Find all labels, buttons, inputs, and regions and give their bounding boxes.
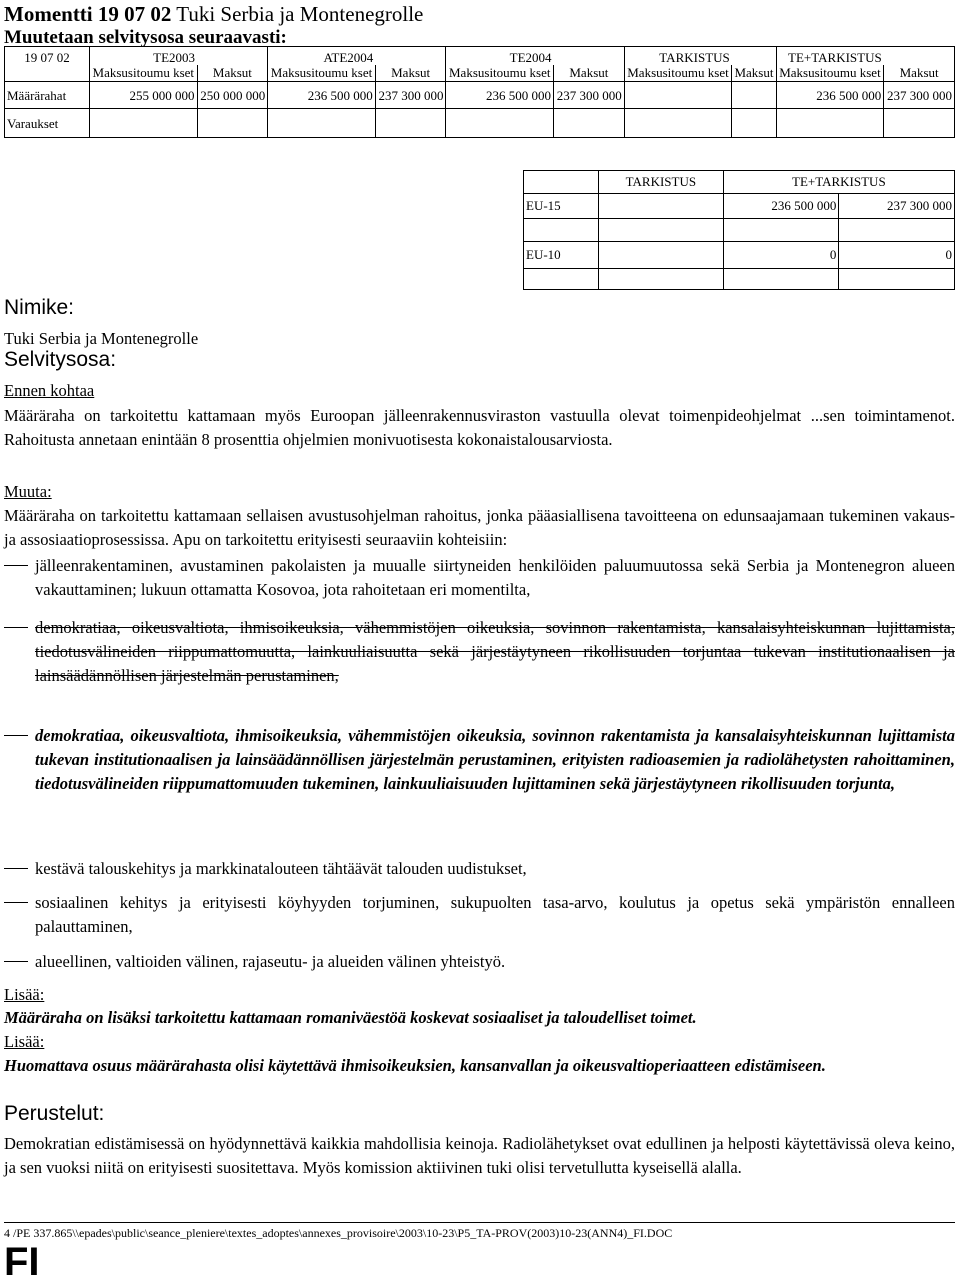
appropriations-table xyxy=(4,46,955,138)
row-label-maararahat: Määrärahat xyxy=(5,82,90,109)
lisaa-text-1: Määräraha on lisäksi tarkoitettu kattamaan romaniväestöä koskevat sosiaaliset ja taloudelliset toimet. xyxy=(4,1008,697,1027)
sub-header-commitments: Maksusitoumu kset xyxy=(268,65,376,82)
sub-header-commitments: Maksusitoumu kset xyxy=(90,65,198,82)
table-cell: 0 xyxy=(723,242,839,269)
table-cell: 236 500 000 xyxy=(723,194,839,219)
table-cell: 237 300 000 xyxy=(375,82,446,109)
list-item-text: demokratiaa, oikeusvaltiota, ihmisoikeuksia, vähemmistöjen oikeuksia, sovinnon rakentamista, kansalaisyhteiskunnan lujittamista, tiedotusvälineiden riippumattomuutta, lainkuuliaisuutta sekä järjestäytyneen rikollisuuden torjuntaa tukevan institutionaalisen ja lainsäädännöllisen järjestelmän perustaminen, xyxy=(35,618,955,685)
table-cell: 237 300 000 xyxy=(554,82,625,109)
dash-marker xyxy=(4,735,28,736)
list-item-text: demokratiaa, oikeusvaltiota, ihmisoikeuksia, vähemmistöjen oikeuksia, sovinnon rakentamista ja kansalaisyhteiskunnan lujittamista tukevan institutionaalisen ja lainsäädännöllisen järjestelmän perustaminen, erityisten radioasemien ja radiolähetysten rahoittaminen, tiedotusvälineiden riippumattomuuden tukeminen, lainkuuliaisuuden lujittaminen sekä järjestäytyneen rikollisuuden torjunta, xyxy=(35,726,955,793)
table-cell: 237 300 000 xyxy=(839,194,955,219)
group-header: TE2003 xyxy=(90,47,198,66)
spacer-cell xyxy=(723,269,839,290)
list-item-text: sosiaalinen kehitys ja erityisesti köyhyyden torjuminen, sukupuolten tasa-arvo, koulutus ja opetus sekä ympäristön ennalleen palauttaminen, xyxy=(35,893,955,936)
dash-marker xyxy=(4,565,28,566)
table-cell xyxy=(732,109,776,138)
table-cell: 236 500 000 xyxy=(446,82,554,109)
heading-budget-line: Momentti 19 07 02 xyxy=(4,2,172,26)
list-item-text: alueellinen, valtioiden välinen, rajaseutu- ja alueiden välinen yhteistyö. xyxy=(35,952,506,971)
ennen-kohtaa-label: Ennen kohtaa xyxy=(4,381,95,400)
list-item-text: kestävä talouskehitys ja markkinatalouteen tähtäävät talouden uudistukset, xyxy=(35,859,527,878)
table-cell xyxy=(554,109,625,138)
list-item xyxy=(4,891,955,939)
footer-divider xyxy=(4,1222,955,1223)
table-cell xyxy=(599,242,724,269)
sub-header-payments: Maksut xyxy=(375,65,446,82)
list-item-text: jälleenrakentaminen, avustaminen pakolaisten ja muualle siirtyneiden henkilöiden paluumuutossa sekä Serbia ja Montenegron alueen vakauttaminen; lukuun ottamatta Kosovoa, jota rahoitetaan eri momentilta, xyxy=(35,556,955,599)
nimike-text: Tuki Serbia ja Montenegrolle xyxy=(4,329,199,348)
table-cell xyxy=(268,109,376,138)
eu-split-table xyxy=(523,170,955,290)
lisaa-label: Lisää: xyxy=(4,1032,45,1051)
table-cell: 250 000 000 xyxy=(197,82,268,109)
spacer-cell xyxy=(839,219,955,242)
perustelut-heading: Perustelut: xyxy=(4,1102,105,1125)
selvitysosa-heading: Selvitysosa: xyxy=(4,348,117,371)
group-header-spacer xyxy=(554,47,625,66)
list-item-added xyxy=(4,724,955,796)
document-heading xyxy=(4,2,423,27)
group-header: TE+TARKISTUS xyxy=(776,47,884,66)
muuta-label: Muuta: xyxy=(4,482,52,501)
nimike-heading: Nimike: xyxy=(4,296,75,319)
list-item xyxy=(4,554,955,602)
group-header: TE2004 xyxy=(446,47,554,66)
group-header: ATE2004 xyxy=(268,47,376,66)
language-code: FI xyxy=(4,1240,40,1284)
group-header-spacer xyxy=(732,47,776,66)
spacer-cell xyxy=(599,269,724,290)
sub-header-blank xyxy=(5,65,90,82)
table-cell xyxy=(446,109,554,138)
spacer-cell xyxy=(599,219,724,242)
list-item-deleted xyxy=(4,616,955,688)
table-cell: 236 500 000 xyxy=(776,82,884,109)
table-cell: 236 500 000 xyxy=(268,82,376,109)
sub-header-commitments: Maksusitoumu kset xyxy=(624,65,732,82)
sub-header-commitments: Maksusitoumu kset xyxy=(776,65,884,82)
table-cell xyxy=(599,194,724,219)
table-cell xyxy=(624,82,732,109)
table-cell xyxy=(732,82,776,109)
dash-marker xyxy=(4,627,28,628)
dash-marker xyxy=(4,902,28,903)
list-item xyxy=(4,950,955,974)
col-header-te-tarkistus: TE+TARKISTUS xyxy=(723,171,954,194)
sub-header-commitments: Maksusitoumu kset xyxy=(446,65,554,82)
group-header-spacer xyxy=(884,47,955,66)
lisaa-label: Lisää: xyxy=(4,985,45,1004)
table-cell: 255 000 000 xyxy=(90,82,198,109)
paragraph-muuta: Määräraha on tarkoitettu kattamaan sellaisen avustusohjelman rahoitus, jonka pääasiallisena tavoitteena on edunsaajamaan tukeminen vakaus- ja assosiaatioprosessissa. Apu on tarkoitettu erityisesti seuraaviin kohteisiin: xyxy=(4,506,955,549)
spacer-cell xyxy=(839,269,955,290)
table-cell xyxy=(90,109,198,138)
group-header-spacer xyxy=(197,47,268,66)
table-cell: 237 300 000 xyxy=(884,82,955,109)
footer-reference: 4 /PE 337.865\\epades\public\seance_pleniere\textes_adoptes\annexes_provisoire\2003\10-23\P5_TA-PROV(2003)10-23(ANN4)_FI.DOC xyxy=(4,1226,673,1240)
dash-marker xyxy=(4,961,28,962)
sub-header-payments: Maksut xyxy=(197,65,268,82)
table-cell xyxy=(776,109,884,138)
lisaa-text-2: Huomattava osuus määrärahasta olisi käytettävä ihmisoikeuksien, kansanvallan ja oikeusvaltioperiaatteen edistämiseen. xyxy=(4,1056,826,1075)
col-header-tarkistus: TARKISTUS xyxy=(599,171,724,194)
sub-header-payments: Maksut xyxy=(884,65,955,82)
sub-header-payments: Maksut xyxy=(554,65,625,82)
spacer-cell xyxy=(723,219,839,242)
paragraph-ennen: Määräraha on tarkoitettu kattamaan myös Euroopan jälleenrakennusviraston vastuulla olevat toimenpideohjelmat ...sen toimintamenot. Rahoitusta annetaan enintään 8 prosenttia ohjelmien monivuotisesta kokonaistalousarviosta. xyxy=(4,406,955,449)
perustelut-text: Demokratian edistämisessä on hyödynnettävä kaikkia mahdollisia keinoja. Radiolähetykset ovat edullinen ja helposti käytettävissä oleva keino, ja sen vuoksi niitä on erityisesti suositettava. Myös komission aktiivinen tuki olisi tervetullutta kyseisellä alalla. xyxy=(4,1134,955,1177)
dash-marker xyxy=(4,868,28,869)
group-header-spacer xyxy=(375,47,446,66)
table-corner-label: 19 07 02 xyxy=(5,47,90,66)
amendment-intro: Muutetaan selvitysosa seuraavasti: xyxy=(4,27,287,48)
row-label-eu15: EU-15 xyxy=(524,194,599,219)
table-cell xyxy=(884,109,955,138)
table-cell: 0 xyxy=(839,242,955,269)
row-label-eu10: EU-10 xyxy=(524,242,599,269)
row-label-varaukset: Varaukset xyxy=(5,109,90,138)
spacer-cell xyxy=(524,219,599,242)
heading-subject: Tuki Serbia ja Montenegrolle xyxy=(171,2,424,26)
group-header: TARKISTUS xyxy=(624,47,732,66)
spacer-cell xyxy=(524,269,599,290)
table-cell xyxy=(375,109,446,138)
table-cell xyxy=(624,109,732,138)
corner-blank xyxy=(524,171,599,194)
list-item xyxy=(4,857,955,881)
table-cell xyxy=(197,109,268,138)
sub-header-payments: Maksut xyxy=(732,65,776,82)
